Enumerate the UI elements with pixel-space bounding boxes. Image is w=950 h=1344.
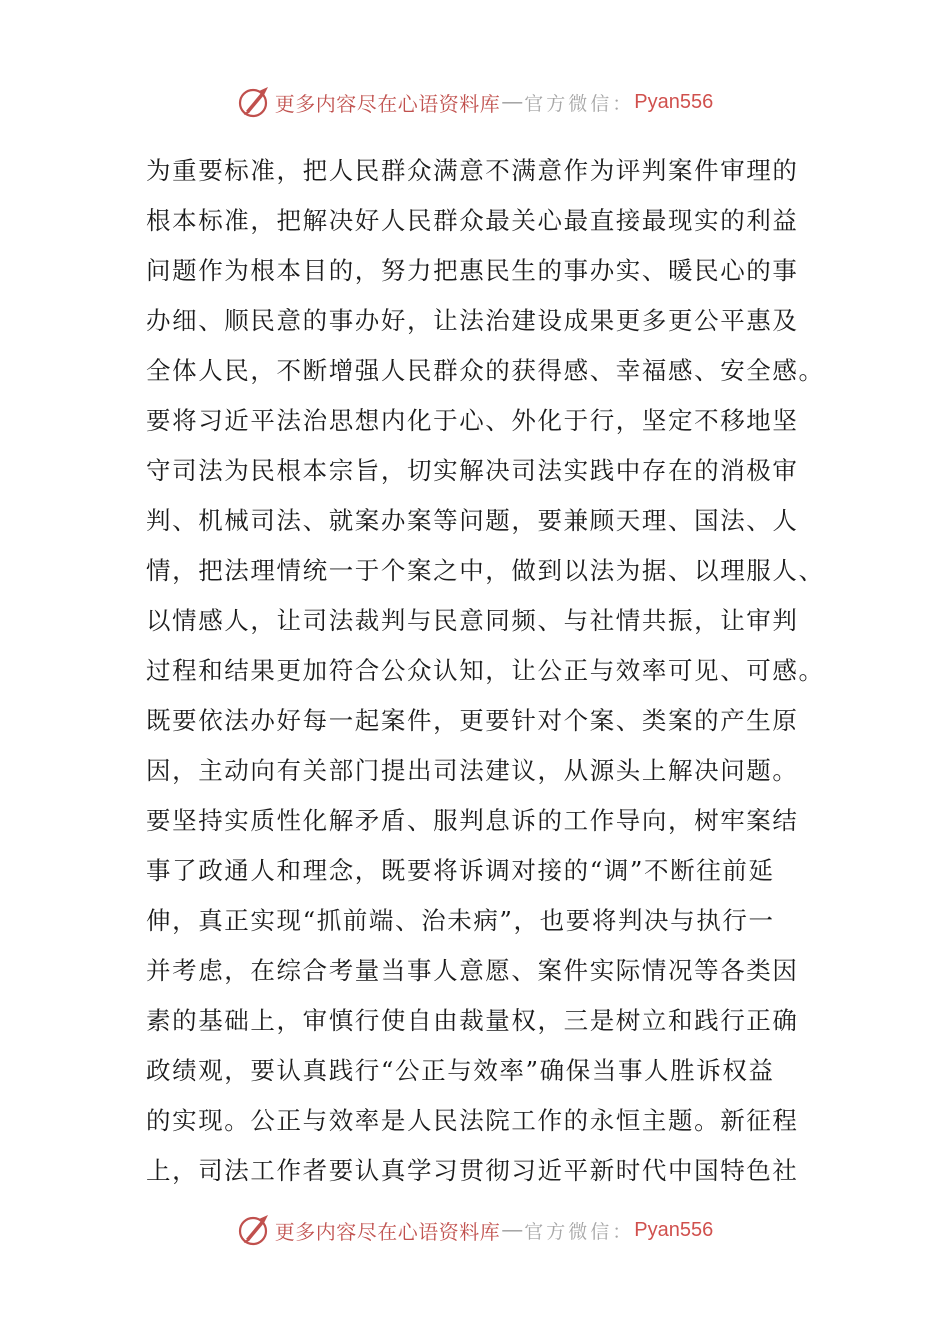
body-line: 判、机械司法、就案办案等问题，要兼顾天理、国法、人: [146, 506, 799, 535]
footer-banner-title: 更多内容尽在心语资料库: [274, 1219, 501, 1244]
footer-banner-wechat-label: 官方微信：: [524, 1220, 635, 1243]
quill-logo-icon: [237, 85, 271, 119]
body-line: 要将习近平法治思想内化于心、外化于行，坚定不移地坚: [146, 406, 799, 435]
body-line: 因，主动向有关部门提出司法建议，从源头上解决问题。: [146, 756, 799, 785]
body-line: 以情感人，让司法裁判与民意同频、与社情共振，让审判: [146, 606, 799, 635]
header-banner-wechat-label: 官方微信：: [524, 92, 635, 115]
body-line: 政绩观，要认真践行“公正与效率”确保当事人胜诉权益: [146, 1056, 775, 1085]
body-line: 守司法为民根本宗旨，切实解决司法实践中存在的消极审: [146, 456, 799, 485]
header-banner-title: 更多内容尽在心语资料库: [274, 91, 501, 116]
body-line: 既要依法办好每一起案件，更要针对个案、类案的产生原: [146, 706, 799, 735]
body-line: 问题作为根本目的，努力把惠民生的事办实、暖民心的事: [146, 256, 799, 285]
body-line: 上，司法工作者要认真学习贯彻习近平新时代中国特色社: [146, 1156, 799, 1185]
body-line: 办细、顺民意的事办好，让法治建设成果更多更公平惠及: [146, 306, 799, 335]
body-line: 要坚持实质性化解矛盾、服判息诉的工作导向，树牢案结: [146, 806, 799, 835]
footer-banner-dash: —: [502, 1218, 523, 1241]
footer-banner-inner: [237, 1213, 713, 1247]
quill-logo-icon: [237, 1213, 271, 1247]
body-line: 事了政通人和理念，既要将诉调对接的“调”不断往前延: [146, 856, 775, 885]
document-body: [146, 146, 825, 1196]
body-line: 全体人民，不断增强人民群众的获得感、幸福感、安全感。: [146, 356, 825, 385]
footer-banner: [0, 1212, 950, 1248]
body-line: 伸，真正实现“抓前端、治未病”，也要将判决与执行一: [146, 906, 775, 935]
body-line: 素的基础上，审慎行使自由裁量权，三是树立和践行正确: [146, 1006, 799, 1035]
header-banner: [0, 84, 950, 120]
body-line: 的实现。公正与效率是人民法院工作的永恒主题。新征程: [146, 1106, 799, 1135]
body-line: 情，把法理情统一于个案之中，做到以法为据、以理服人、: [146, 556, 825, 585]
header-banner-inner: [237, 85, 713, 119]
header-banner-dash: —: [502, 90, 523, 113]
body-line: 为重要标准，把人民群众满意不满意作为评判案件审理的: [146, 156, 799, 185]
body-line: 并考虑，在综合考量当事人意愿、案件实际情况等各类因: [146, 956, 799, 985]
header-banner-wechat-id: Pyan556: [634, 90, 714, 113]
footer-banner-wechat-id: Pyan556: [634, 1218, 714, 1241]
body-line: 根本标准，把解决好人民群众最关心最直接最现实的利益: [146, 206, 799, 235]
body-line: 过程和结果更加符合公众认知，让公正与效率可见、可感。: [146, 656, 825, 685]
